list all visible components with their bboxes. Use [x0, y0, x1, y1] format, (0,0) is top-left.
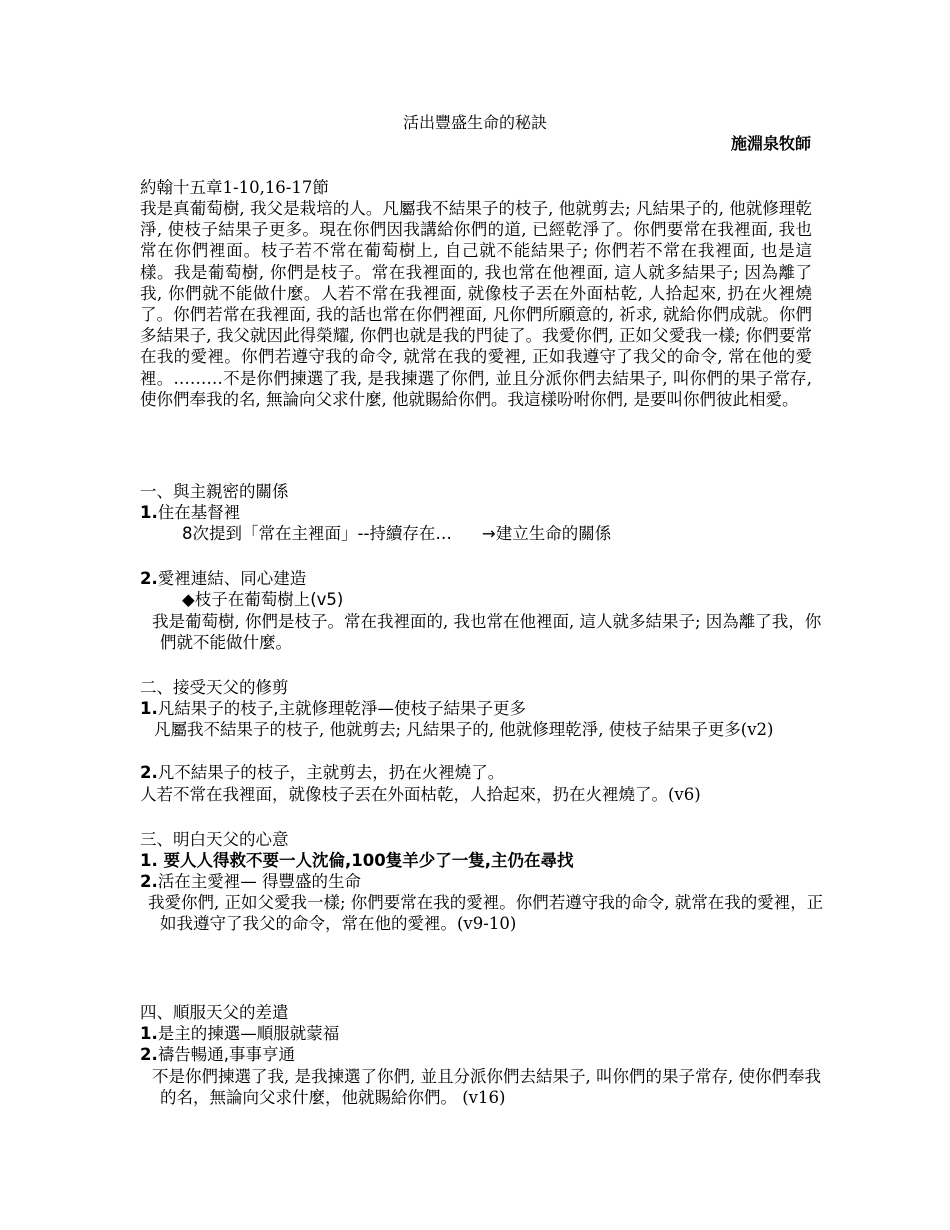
point-text: 凡不結果子的枝子，主就剪去，扔在火裡燒了。	[157, 763, 505, 782]
point-2	[140, 568, 812, 589]
verse-quote: 不是你們揀選了我, 是我揀選了你們, 並且分派你們去結果子, 叫你們的果子常存, 使你們奉我的名，無論向父求什麼，他就賜給你們。 (v16)	[152, 1067, 821, 1107]
section-1	[140, 481, 812, 544]
verse-quote: 人若不常在我裡面，就像枝子丟在外面枯乾，人拾起來，扔在火裡燒了。(v6)	[140, 785, 701, 804]
point-2	[140, 1044, 812, 1065]
point-number: 2.	[140, 569, 158, 588]
section-4	[140, 1002, 812, 1065]
section-heading: 二、接受天父的修剪	[140, 678, 289, 697]
point-text: 禱告暢通,事事亨通	[157, 1045, 295, 1064]
point-1: 1. 要人人得救不要一人沈倫,100隻羊少了一隻,主仍在尋找	[140, 851, 574, 870]
section-heading: 四、順服天父的差遣	[140, 1003, 289, 1022]
section-1-point-2	[140, 568, 812, 610]
point-number: 1.	[140, 699, 158, 718]
verse-quote: 我愛你們, 正如父愛我一樣; 你們要常在我的愛裡。你們若遵守我的命令, 就常在我的愛裡，正如我遵守了我父的命令，常在他的愛裡。(v9-10)	[148, 893, 824, 933]
point-text: 愛裡連結、同心建造	[157, 569, 307, 588]
point-1	[140, 1023, 812, 1044]
section-3	[140, 829, 812, 892]
verse-quote: 我是葡萄樹, 你們是枝子。常在我裡面的, 我也常在他裡面, 這人就多結果子; 因為離了我，你們就不能做什麼。	[152, 612, 822, 652]
point-number: 1.	[140, 1024, 158, 1043]
section-2	[140, 677, 812, 719]
section-heading: 三、明白天父的心意	[140, 830, 289, 849]
point-number: 2.	[140, 1045, 158, 1064]
point-text: 是主的揀選—順服就蒙福	[157, 1024, 340, 1043]
section-heading: 一、與主親密的關係	[140, 482, 289, 501]
scripture-text: 我是真葡萄樹, 我父是栽培的人。凡屬我不結果子的枝子, 他就剪去; 凡結果子的, 他就修理乾淨, 使枝子結果子更多。現在你們因我講給你們的道, 已經乾淨了。你們要常在我裡面, 我也常在你們裡面。枝子若不常在葡萄樹上, 自己就不能結果子; 你們若不常在我裡面, 也是這樣。我是葡萄樹, 你們是枝子。常在我裡面的, 我也常在他裡面, 這人就多結果子; 因為離了我, 你們就不能做什麼。人若不常在我裡面, 就像枝子丟在外面枯乾, 人拾起來, 扔在火裡燒了。你們若常在我裡面, 我的話也常在你們裡面, 凡你們所願意的, 祈求, 就給你們成就。你們多結果子, 我父就因此得榮耀, 你們也就是我的門徒了。我愛你們, 正如父愛我一樣; 你們要常在我的愛裡。你們若遵守我的命令, 就常在我的愛裡, 正如我遵守了我父的命令, 常在他的愛裡。………不是你們揀選了我, 是我揀選了你們, 並且分派你們去結果子, 叫你們的果子常存, 使你們奉我的名, 無論向父求什麼, 他就賜給你們。我這樣吩咐你們, 是要叫你們彼此相愛。	[140, 199, 812, 409]
bullet-item: ◆枝子在葡萄樹上(v5)	[182, 590, 344, 609]
point-number: 1.	[140, 503, 158, 522]
verse-quote: 凡屬我不結果子的枝子, 他就剪去; 凡結果子的, 他就修理乾淨, 使枝子結果子更多(v2)	[154, 720, 774, 739]
point-number: 2.	[140, 763, 158, 782]
point-1	[140, 502, 812, 523]
point-2	[140, 762, 812, 783]
point-note	[140, 523, 812, 544]
section-2-point-2	[140, 762, 812, 783]
point-1	[140, 698, 812, 719]
note-arrow-text: →建立生命的關係	[481, 524, 612, 543]
point-text: 住在基督裡	[157, 503, 241, 522]
scripture-reference: 約翰十五章1-10,16-17節	[140, 178, 329, 197]
note-text: 8次提到「常在主裡面」--持續存在…	[182, 524, 452, 543]
author-name: 施淵泉牧師	[730, 134, 811, 153]
point-text: 活在主愛裡— 得豐盛的生命	[157, 872, 361, 891]
point-2	[140, 871, 812, 892]
page-title: 活出豐盛生命的秘訣	[402, 113, 547, 132]
point-number: 2.	[140, 872, 158, 891]
point-text: 凡結果子的枝子,主就修理乾淨—使枝子結果子更多	[157, 699, 526, 718]
